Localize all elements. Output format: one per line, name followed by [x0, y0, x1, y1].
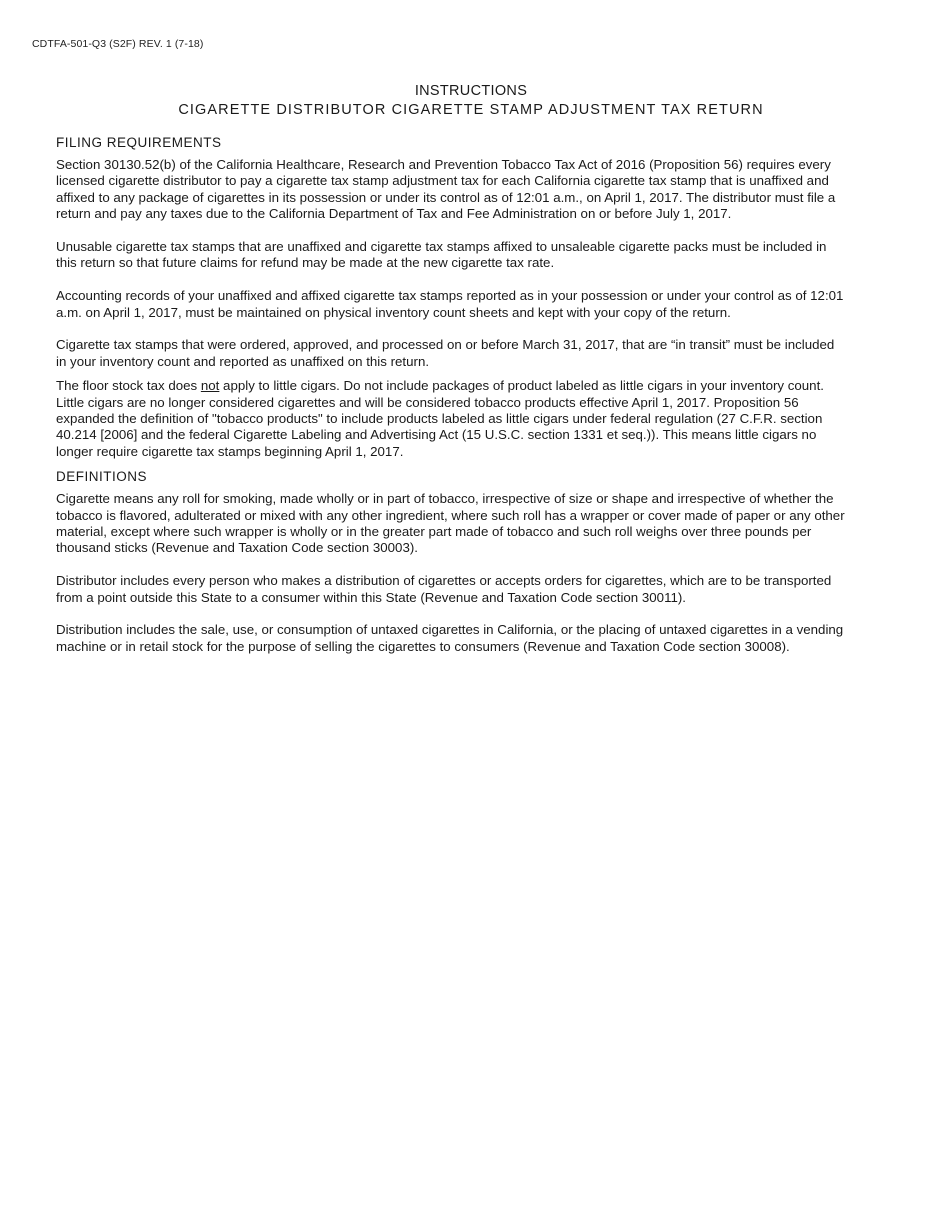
form-id: CDTFA-501-Q3 (S2F) REV. 1 (7-18) — [32, 38, 204, 50]
filing-paragraph-3: Accounting records of your unaffixed and affixed cigarette tax stamps reported as in your possession or under your control as of 12:01 a.m. on April 1, 2017, must be maintained on physical inventory count sheets and kept with your copy of the return. — [56, 288, 844, 320]
definitions-heading: DEFINITIONS — [56, 469, 148, 485]
filing-paragraph-5-lead: The floor stock tax does — [56, 378, 201, 394]
filing-paragraph-2: Unusable cigarette tax stamps that are unaffixed and cigarette tax stamps affixed to unsaleable cigarette packs must be included in this return so that future claims for refund may be made at the new cigarette tax rate. — [56, 239, 827, 271]
filing-paragraph-5-emphasis: not — [200, 378, 220, 394]
definition-cigarette: Cigarette means any roll for smoking, made wholly or in part of tobacco, irrespective of size or shape and irrespective of whether the tobacco is flavored, adulterated or mixed with any other ingredient, where such roll has a wrapper or cover made of paper or any other material, except where such wrapper is wholly or in the greater part made of tobacco and such roll weighs over three pounds per thousand sticks (Revenue and Taxation Code section 30003). — [56, 491, 845, 556]
filing-paragraph-5-rest: apply to little cigars. Do not include packages of product labeled as little cigars in your inventory count. Little cigars are no longer considered cigarettes and will be considered tobacco products effective April 1, 2017. Proposition 56 expanded the definition of "tobacco products" to include products labeled as little cigars under federal regulation (27 C.F.R. section 40.214 [2006] and the federal Cigarette Labeling and Advertising Act (15 U.S.C. section 1331 et seq.)). This means little cigars no longer require cigarette tax stamps beginning April 1, 2017. — [56, 378, 824, 459]
definition-distribution: Distribution includes the sale, use, or consumption of untaxed cigarettes in California, or the placing of untaxed cigarettes in a vending machine or in retail stock for the purpose of selling the cigarettes to consumers (Revenue and Taxation Code section 30008). — [56, 622, 844, 654]
title-block — [0, 82, 942, 120]
filing-paragraph-4: Cigarette tax stamps that were ordered, approved, and processed on or before March 31, 2017, that are “in transit” must be included in your inventory count and reported as unaffixed on this return. — [56, 337, 835, 369]
page-subtitle: CIGARETTE DISTRIBUTOR CIGARETTE STAMP ADJUSTMENT TAX RETURN — [178, 102, 764, 118]
filing-paragraph-1: Section 30130.52(b) of the California Healthcare, Research and Prevention Tobacco Tax Act of 2016 (Proposition 56) requires every licensed cigarette distributor to pay a cigarette tax stamp adjustment tax for each California cigarette tax stamp that is unaffixed and affixed to any package of cigarettes in its possession or under its control as of 12:01 a.m., on April 1, 2017. The distributor must file a return and pay any taxes due to the California Department of Tax and Fee Administration on or before July 1, 2017. — [56, 157, 836, 222]
filing-requirements-heading: FILING REQUIREMENTS — [56, 135, 222, 150]
definition-distributor: Distributor includes every person who makes a distribution of cigarettes or accepts orders for cigarettes, which are to be transported from a point outside this State to a consumer within this State (Revenue and Taxation Code section 30011). — [56, 573, 832, 605]
filing-paragraph-5 — [56, 378, 846, 460]
page-title: INSTRUCTIONS — [414, 83, 528, 99]
instructions-content — [56, 134, 846, 672]
